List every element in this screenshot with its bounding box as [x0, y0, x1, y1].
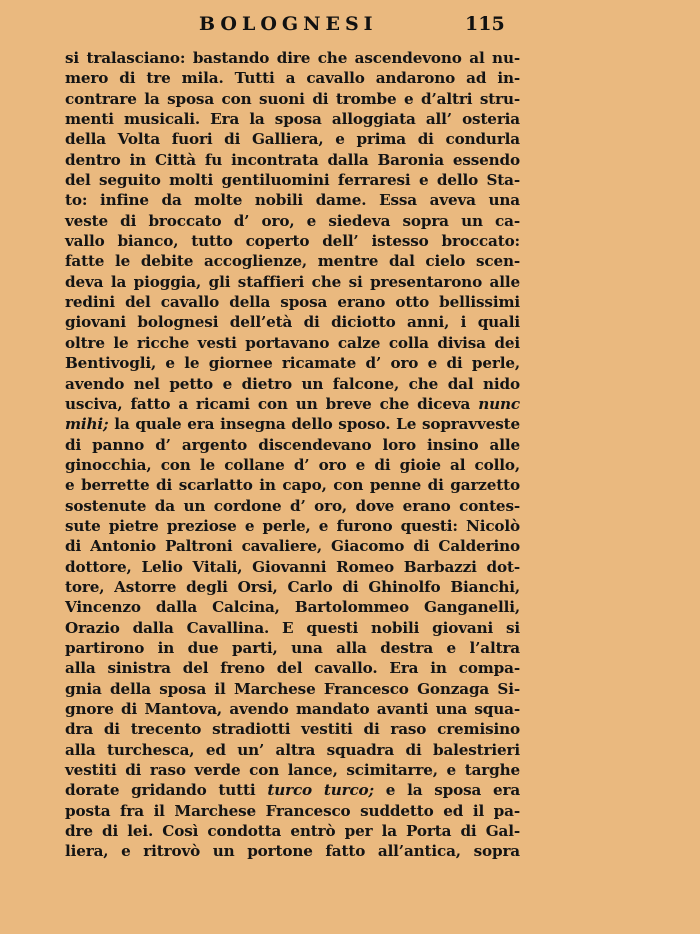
text-line: dre di lei. Così condotta entrò per la Porta di Gal-: [65, 822, 520, 841]
text-segment: usciva, fatto a ricami con un breve che diceva: [65, 394, 471, 413]
text-segment: e la sposa era: [385, 781, 521, 800]
text-line: gnore di Mantova, avendo mandato avanti una squa-: [65, 700, 520, 718]
text-line: alla turchesca, ed un’ altra squadra di balestrieri: [65, 740, 520, 759]
text-line: dra di trecento stradiotti vestiti di raso cremisino: [65, 720, 520, 739]
text-line: tore, Astorre degli Orsi, Carlo di Ghinolfo Bianchi,: [65, 577, 520, 596]
text-line-with-italic: [65, 780, 520, 800]
text-line: dottore, Lelio Vitali, Giovanni Romeo Barbazzi dot-: [65, 557, 520, 576]
text-line: partirono in due parti, una alla destra e l’altra: [65, 638, 520, 657]
text-line: sute pietre preziose e perle, e furono questi: Nicolò: [65, 516, 520, 535]
text-line: si tralasciano: bastando dire che ascendevono al nu-: [65, 49, 520, 67]
text-line: oltre le ricche vesti portavano calze colla divisa dei: [65, 333, 520, 352]
text-line: di panno d’ argento discendevano loro insino alle: [65, 435, 520, 454]
text-line: veste di broccato d’ oro, e siedeva sopra un ca-: [65, 211, 520, 230]
italic-text: turco turco;: [267, 781, 374, 800]
italic-text: mihi;: [65, 415, 109, 434]
text-line: contrare la sposa con suoni di trombe e d’altri stru-: [65, 89, 520, 108]
page-header: [0, 13, 700, 39]
text-line: deva la pioggia, gli staffieri che si presentarono alle: [65, 272, 520, 291]
text-segment: dorate gridando tutti: [65, 781, 256, 800]
text-line: vestiti di raso verde con lance, scimitarre, e targhe: [65, 761, 520, 780]
page-number: 115: [465, 13, 505, 35]
text-line: Orazio dalla Cavallina. E questi nobili giovani si: [65, 618, 520, 637]
text-line: alla sinistra del freno del cavallo. Era in compa-: [65, 659, 520, 678]
text-line: della Volta fuori di Galliera, e prima di condurla: [65, 130, 520, 149]
running-head: BOLOGNESI: [199, 13, 378, 35]
text-line: vallo bianco, tutto coperto dell’ istesso broccato:: [65, 232, 520, 251]
text-line: liera, e ritrovò un portone fatto all’antica, sopra: [65, 842, 520, 861]
italic-text: nunc: [478, 394, 520, 413]
text-line: e berrette di scarlatto in capo, con penne di garzetto: [65, 476, 520, 495]
text-line: di Antonio Paltroni cavaliere, Giacomo di Calderino: [65, 537, 520, 556]
text-line: Vincenzo dalla Calcina, Bartolommeo Ganganelli,: [65, 598, 520, 617]
text-line: giovani bolognesi dell’età di diciotto anni, i quali: [65, 313, 520, 332]
text-segment: la quale era insegna dello sposo. Le sopravveste: [114, 415, 520, 434]
text-line: gnia della sposa il Marchese Francesco Gonzaga Si-: [65, 679, 520, 698]
text-line: mero di tre mila. Tutti a cavallo andarono ad in-: [65, 69, 520, 88]
text-line: Bentivogli, e le giornee ricamate d’ oro e di perle,: [65, 354, 520, 373]
text-line: menti musicali. Era la sposa alloggiata all’ osteria: [65, 110, 520, 129]
text-line: del seguito molti gentiluomini ferraresi e dello Sta-: [65, 171, 520, 190]
text-line: to: infine da molte nobili dame. Essa aveva una: [65, 191, 520, 210]
text-line: redini del cavallo della sposa erano otto bellissimi: [65, 293, 520, 312]
text-line: fatte le debite accoglienze, mentre dal cielo scen-: [65, 252, 520, 271]
text-line-with-italic: [65, 414, 520, 434]
text-line-with-italic: [65, 394, 520, 414]
text-line: posta fra il Marchese Francesco suddetto ed il pa-: [65, 801, 520, 820]
text-line: ginocchia, con le collane d’ oro e di gioie al collo,: [65, 455, 520, 474]
text-line: avendo nel petto e dietro un falcone, che dal nido: [65, 374, 520, 393]
body-text: [65, 48, 520, 862]
text-line: sostenute da un cordone d’ oro, dove erano contes-: [65, 496, 520, 515]
text-line: dentro in Città fu incontrata dalla Baronia essendo: [65, 150, 520, 169]
